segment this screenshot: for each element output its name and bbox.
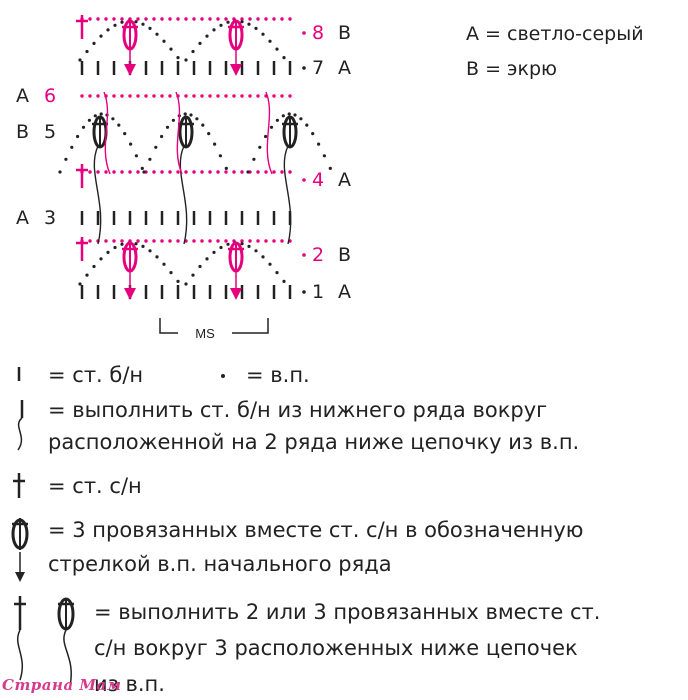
chain-arch-dot xyxy=(268,40,271,43)
chain-arch-dot xyxy=(264,135,267,138)
single-crochet-icon xyxy=(14,362,24,384)
chain-arch-dot xyxy=(275,48,278,51)
chain-dot xyxy=(152,239,155,242)
chain-arch-dot xyxy=(293,113,296,116)
legend-cluster-1: = 3 провязанных вместе ст. с/н в обозначенную xyxy=(48,518,584,542)
chain-dot xyxy=(184,170,187,173)
chain-dot xyxy=(136,170,139,173)
chain-dot xyxy=(248,239,251,242)
row-end-dot xyxy=(302,253,306,257)
chain-dot xyxy=(120,239,123,242)
chain-arch-dot xyxy=(261,33,264,36)
chain-dot xyxy=(88,94,91,97)
chain-arch-dot xyxy=(92,42,95,45)
color-legend-b: B = экрю xyxy=(466,58,557,80)
chain-icon xyxy=(218,366,228,382)
chain-dot xyxy=(176,170,179,173)
legend-sc: = ст. б/н xyxy=(48,363,144,387)
chain-dot xyxy=(184,17,187,20)
row-number-5: 5 xyxy=(44,121,57,143)
chain-dot xyxy=(192,17,195,20)
chain-arch-dot xyxy=(288,112,291,115)
chain-arch-dot xyxy=(76,135,79,138)
chain-dot xyxy=(232,94,235,97)
chain-dot xyxy=(280,17,283,20)
chain-dot xyxy=(288,170,291,173)
chain-dot xyxy=(136,17,139,20)
chain-arch-dot xyxy=(311,132,314,135)
chain-arch-dot xyxy=(113,246,116,249)
chain-dot xyxy=(200,94,203,97)
legend-long-sc-2: расположенной на 2 ряда ниже цепочку из в.п. xyxy=(48,430,580,454)
row-number-7: 7 xyxy=(312,57,325,79)
chain-arch-dot xyxy=(134,242,137,245)
chain-dot xyxy=(176,239,179,242)
chain-dot xyxy=(168,17,171,20)
long-stitch-loop xyxy=(284,146,290,244)
chain-arch-dot xyxy=(184,282,187,285)
chain-dot xyxy=(208,17,211,20)
chain-dot xyxy=(192,170,195,173)
chain-arch-dot xyxy=(70,146,73,149)
chain-arch-dot xyxy=(317,143,320,146)
chain-dot xyxy=(168,170,171,173)
chain-arch-dot xyxy=(247,245,250,248)
chain-arch-dot xyxy=(141,167,144,170)
chain-arch-dot xyxy=(85,50,88,53)
chain-dot xyxy=(128,94,131,97)
chain-arch-dot xyxy=(205,257,208,260)
chain-arch-dot xyxy=(212,28,215,31)
chain-dot xyxy=(184,94,187,97)
chain-dot xyxy=(272,170,275,173)
chain-arch-dot xyxy=(254,27,257,30)
double-crochet-icon xyxy=(10,470,28,500)
chain-arch-dot xyxy=(226,243,229,246)
chain-dot xyxy=(256,17,259,20)
chain-arch-dot xyxy=(207,132,210,135)
row-color-1: A xyxy=(338,281,351,303)
chain-arch-dot xyxy=(219,154,222,157)
chain-arch-dot xyxy=(189,113,192,116)
chain-arch-dot xyxy=(254,249,257,252)
chain-dot xyxy=(216,17,219,20)
chain-dot xyxy=(144,94,147,97)
chain-arch-dot xyxy=(176,280,179,283)
chain-dot xyxy=(112,17,115,20)
chain-dot xyxy=(256,239,259,242)
chain-arch-dot xyxy=(329,167,332,170)
chain-dot xyxy=(224,170,227,173)
chain-arch-dot xyxy=(268,263,271,266)
row-end-dot xyxy=(302,178,306,182)
dc-group-around-chains-icon xyxy=(4,590,84,690)
chain-arch-dot xyxy=(282,280,285,283)
chain-dot xyxy=(144,239,147,242)
chain-arch-dot xyxy=(141,23,144,26)
chain-arch-dot xyxy=(191,50,194,53)
chain-dot xyxy=(208,239,211,242)
chain-arch-dot xyxy=(162,40,165,43)
chain-arch-dot xyxy=(226,21,229,24)
chain-dot xyxy=(248,17,251,20)
chain-arch-dot xyxy=(205,35,208,38)
chain-dot xyxy=(280,170,283,173)
chain-arch-dot xyxy=(141,245,144,248)
chain-dot xyxy=(264,170,267,173)
chain-arch-dot xyxy=(154,146,157,149)
chain-dot xyxy=(200,170,203,173)
chain-dot xyxy=(88,170,91,173)
chain-arch-dot xyxy=(240,242,243,245)
chain-arch-dot xyxy=(111,117,114,120)
chain-dot xyxy=(112,239,115,242)
legend-group-1: = выполнить 2 или 3 провязанных вместе ст. xyxy=(94,600,601,624)
chain-dot xyxy=(288,17,291,20)
chain-dot xyxy=(112,94,115,97)
chain-dot xyxy=(136,94,139,97)
chain-dot xyxy=(152,17,155,20)
chain-dot xyxy=(216,239,219,242)
chain-arch-dot xyxy=(252,158,255,161)
chain-arch-dot xyxy=(106,251,109,254)
chain-dot xyxy=(192,94,195,97)
legend-group-3: из в.п. xyxy=(94,672,165,696)
chain-arch-dot xyxy=(323,154,326,157)
chain-dot xyxy=(112,170,115,173)
chain-arch-dot xyxy=(212,251,215,254)
chain-dot xyxy=(280,239,283,242)
chain-dot xyxy=(104,170,107,173)
row-number-4: 4 xyxy=(312,169,325,191)
chain-arch-dot xyxy=(299,117,302,120)
chain-dot xyxy=(280,94,283,97)
chain-arch-dot xyxy=(176,56,179,59)
chain-arch-dot xyxy=(282,114,285,117)
chain-arch-dot xyxy=(82,126,85,129)
chain-arch-dot xyxy=(120,21,123,24)
chain-arch-dot xyxy=(276,119,279,122)
legend-dc: = ст. с/н xyxy=(48,474,142,498)
chain-arch-dot xyxy=(134,20,137,23)
chain-arch-dot xyxy=(148,158,151,161)
chain-dot xyxy=(160,94,163,97)
chain-arch-dot xyxy=(282,56,285,59)
chain-arch-dot xyxy=(64,158,67,161)
chain-dot xyxy=(120,17,123,20)
chain-arch-dot xyxy=(106,28,109,31)
chain-arch-dot xyxy=(117,124,120,127)
long-stitch-loop xyxy=(180,146,186,244)
chain-dot xyxy=(256,94,259,97)
chain-arch-dot xyxy=(169,271,172,274)
chain-dot xyxy=(200,239,203,242)
chain-arch-dot xyxy=(92,265,95,268)
chain-arch-dot xyxy=(198,265,201,268)
chain-arch-dot xyxy=(201,124,204,127)
chain-arch-dot xyxy=(247,23,250,26)
chain-dot xyxy=(192,239,195,242)
row-color-6: A xyxy=(16,85,29,107)
chain-arch-dot xyxy=(169,48,172,51)
chain-arch-dot xyxy=(99,257,102,260)
chain-arch-dot xyxy=(113,24,116,27)
chain-dot xyxy=(208,170,211,173)
chain-arch-dot xyxy=(142,170,145,173)
chain-arch-dot xyxy=(166,126,169,129)
legend-cluster-2: стрелкой в.п. начального ряда xyxy=(48,552,392,576)
chain-arch-dot xyxy=(94,114,97,117)
chain-dot xyxy=(160,239,163,242)
row-number-3: 3 xyxy=(44,207,57,229)
legend-group-2: с/н вокруг 3 расположенных ниже цепочек xyxy=(94,636,578,660)
chain-dot xyxy=(248,94,251,97)
chain-dot xyxy=(264,239,267,242)
legend-ch: = в.п. xyxy=(246,363,310,387)
long-stitch-loop xyxy=(94,146,100,244)
chain-dot xyxy=(272,94,275,97)
chain-dot xyxy=(256,170,259,173)
chain-dot xyxy=(176,17,179,20)
chain-arch-dot xyxy=(198,42,201,45)
chain-dot xyxy=(152,94,155,97)
chain-arch-dot xyxy=(58,170,61,173)
chain-dot xyxy=(80,94,83,97)
row-number-8: 8 xyxy=(312,22,325,44)
row-color-4: A xyxy=(338,169,351,191)
chain-dot xyxy=(136,239,139,242)
chain-arch-dot xyxy=(78,282,81,285)
chain-arch-dot xyxy=(162,263,165,266)
chain-arch-dot xyxy=(305,124,308,127)
chain-arch-dot xyxy=(135,154,138,157)
chain-arch-dot xyxy=(155,255,158,258)
chain-arch-dot xyxy=(160,135,163,138)
chain-dot xyxy=(104,17,107,20)
chain-dot xyxy=(288,94,291,97)
chain-dot xyxy=(152,170,155,173)
chain-dot xyxy=(128,170,131,173)
chain-arch-dot xyxy=(261,255,264,258)
chain-arch-dot xyxy=(195,117,198,120)
chain-dot xyxy=(120,170,123,173)
color-legend-a: A = светло-серый xyxy=(466,23,644,45)
chain-arch-dot xyxy=(225,167,228,170)
chain-dot xyxy=(88,17,91,20)
chain-dot xyxy=(240,94,243,97)
chain-dot xyxy=(144,17,147,20)
chain-dot xyxy=(264,17,267,20)
chain-dot xyxy=(96,17,99,20)
chain-dot xyxy=(104,239,107,242)
chain-arch-dot xyxy=(100,112,103,115)
row-end-dot xyxy=(302,66,306,70)
chain-arch-dot xyxy=(148,249,151,252)
chain-dot xyxy=(240,170,243,173)
row-end-dot xyxy=(302,31,306,35)
chain-dot xyxy=(200,17,203,20)
chain-arch-dot xyxy=(191,274,194,277)
chain-arch-dot xyxy=(213,143,216,146)
row-color-2: B xyxy=(338,244,352,266)
row-color-8: B xyxy=(338,22,352,44)
chain-dot xyxy=(160,17,163,20)
chain-dot xyxy=(120,94,123,97)
chain-dot xyxy=(224,94,227,97)
chain-arch-dot xyxy=(155,33,158,36)
legend-long-sc-1: = выполнить ст. б/н из нижнего ряда вокруг xyxy=(48,398,548,422)
chain-arch-dot xyxy=(246,170,249,173)
chain-arch-dot xyxy=(240,20,243,23)
chain-arch-dot xyxy=(88,119,91,122)
long-single-crochet-icon xyxy=(8,396,30,456)
chain-arch-dot xyxy=(99,35,102,38)
chain-dot xyxy=(168,94,171,97)
chain-arch-dot xyxy=(258,146,261,149)
long-stitch-loop-pink xyxy=(266,92,272,174)
chain-arch-dot xyxy=(270,126,273,129)
chain-dot xyxy=(272,17,275,20)
chain-arch-dot xyxy=(148,27,151,30)
chain-dot xyxy=(96,170,99,173)
chain-arch-dot xyxy=(184,112,187,115)
chain-arch-dot xyxy=(123,132,126,135)
dc-cluster-arrow-icon xyxy=(6,512,34,584)
chain-arch-dot xyxy=(184,58,187,61)
chain-dot xyxy=(224,17,227,20)
chain-dot xyxy=(168,239,171,242)
row-number-6: 6 xyxy=(44,85,57,107)
chain-arch-dot xyxy=(219,246,222,249)
chain-arch-dot xyxy=(120,243,123,246)
chain-dot xyxy=(88,239,91,242)
row-number-1: 1 xyxy=(312,281,325,303)
chain-dot xyxy=(232,170,235,173)
watermark-logo: Страна Мам xyxy=(2,676,122,694)
chain-dot xyxy=(216,94,219,97)
row-color-3: A xyxy=(16,207,29,229)
chain-dot xyxy=(224,239,227,242)
chain-arch-dot xyxy=(172,119,175,122)
row-end-dot xyxy=(302,290,306,294)
chain-arch-dot xyxy=(129,143,132,146)
chain-dot xyxy=(160,170,163,173)
chain-arch-dot xyxy=(85,274,88,277)
ms-label: MS xyxy=(195,326,215,341)
chain-dot xyxy=(96,94,99,97)
chain-dot xyxy=(272,239,275,242)
row-color-5: B xyxy=(16,121,30,143)
chain-arch-dot xyxy=(275,271,278,274)
row-color-7: A xyxy=(338,57,351,79)
chain-dot xyxy=(216,170,219,173)
chart-stitches xyxy=(58,15,332,299)
chain-arch-dot xyxy=(78,58,81,61)
chain-dot xyxy=(208,94,211,97)
chain-arch-dot xyxy=(219,24,222,27)
row-number-2: 2 xyxy=(312,244,325,266)
